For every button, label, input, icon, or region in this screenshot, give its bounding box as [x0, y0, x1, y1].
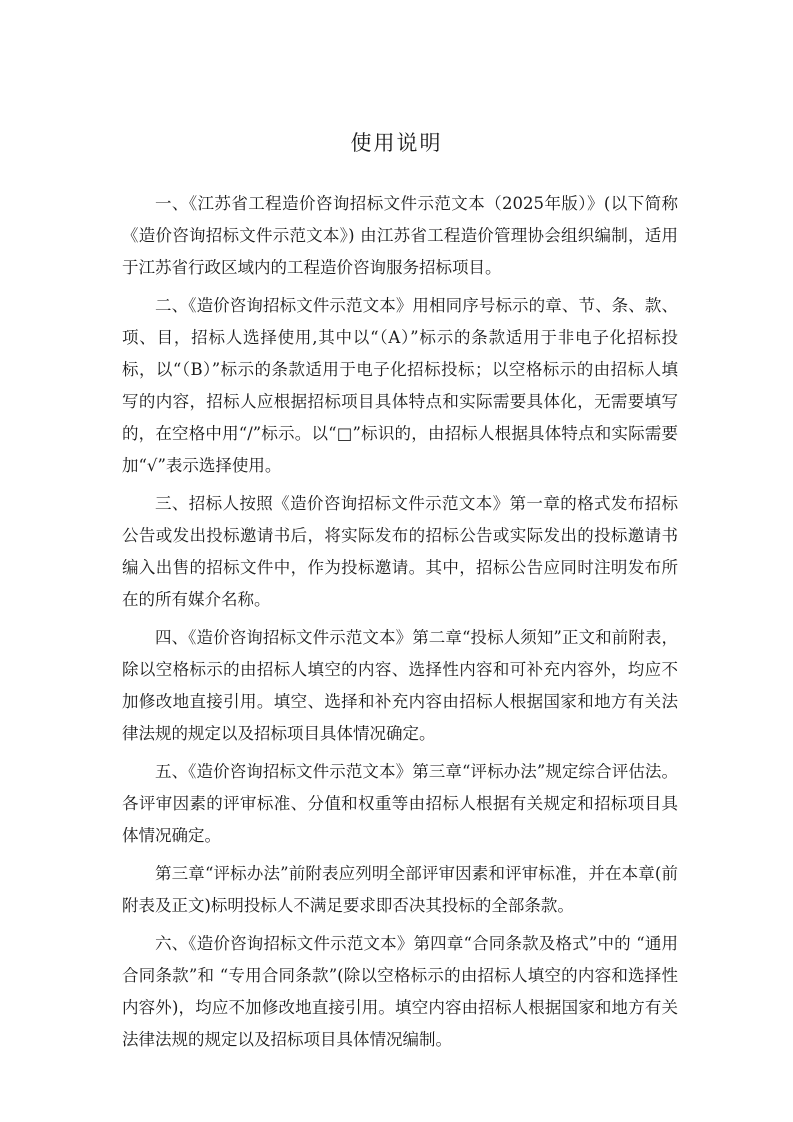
paragraph-3: 三、招标人按照《造价咨询招标文件示范文本》第一章的格式发布招标公告或发出投标邀请书后，将实际发布的招标公告或实际发出的投标邀请书编入出售的招标文件中，作为投标邀请。其中，招标公告应同时注明发布所在的所有媒介名称。 [122, 494, 678, 609]
paragraph-7: 六、《造价咨询招标文件示范文本》第四章“合同条款及格式”中的 “通用合同条款”和 “专用合同条款”(除以空格标示的由招标人填空的内容和选择性内容外)，均应不加修改地直接引用。填空内容由招标人根据国家和地方有关法律法规的规定以及招标项目具体情况编制。 [122, 934, 678, 1049]
paragraph-6: 第三章“评标办法”前附表应列明全部评审因素和评审标准，并在本章(前附表及正文)标明投标人不满足要求即否决其投标的全部条款。 [122, 864, 678, 915]
paragraph-1: 一、《江苏省工程造价咨询招标文件示范文本（2025年版）》(以下简称《造价咨询招标文件示范文本》) 由江苏省工程造价管理协会组织编制，适用于江苏省行政区域内的工程造价咨询服务招标项目。 [122, 194, 678, 277]
paragraph-4: 四、《造价咨询招标文件示范文本》第二章“投标人须知”正文和前附表，除以空格标示的由招标人填空的内容、选择性内容和可补充内容外，均应不加修改地直接引用。填空、选择和补充内容由招标人根据国家和地方有关法律法规的规定以及招标项目具体情况确定。 [122, 628, 678, 743]
document-body [122, 188, 678, 1062]
paragraph-2: 二、《造价咨询招标文件示范文本》用相同序号标示的章、节、条、款、项、目，招标人选择使用,其中以“（A）”标示的条款适用于非电子化招标投标，以“（B）”标示的条款适用于电子化招标投标；以空格标示的由招标人填写的内容，招标人应根据招标项目具体特点和实际需要具体化，无需要填写的，在空格中用“/”标示。以“□”标识的，由招标人根据具体特点和实际需要加“√”表示选择使用。 [122, 296, 678, 475]
paragraph-5: 五、《造价咨询招标文件示范文本》第三章“评标办法”规定综合评估法。各评审因素的评审标准、分值和权重等由招标人根据有关规定和招标项目具体情况确定。 [122, 762, 678, 845]
page-title: 使用说明 [350, 131, 443, 155]
